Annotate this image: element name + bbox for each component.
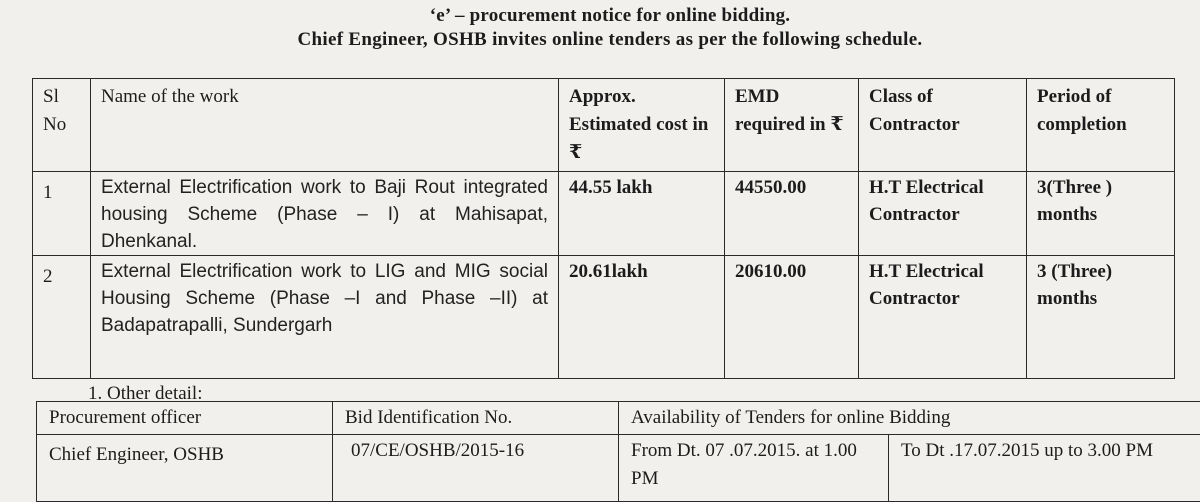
row-emd: 20610.00	[725, 256, 859, 379]
other-detail-header-row	[37, 402, 1200, 435]
availability-from: From Dt. 07 .07.2015. at 1.00 PM	[619, 435, 889, 502]
row-estimated-cost: 20.61lakh	[559, 256, 725, 379]
header-bid-identification: Bid Identification No.	[333, 402, 619, 435]
bid-identification-value: 07/CE/OSHB/2015-16	[333, 435, 619, 502]
row-class-of-contractor: H.T Electrical Contractor	[859, 172, 1027, 256]
notice-heading: ‘e’ – procurement notice for online bidding.	[0, 5, 1200, 27]
row-work-name: External Electrification work to Baji Rout integrated housing Scheme (Phase – I) at Mahisapat, Dhenkanal.	[91, 172, 559, 256]
col-header-name-of-work: Name of the work	[91, 79, 559, 172]
other-detail-label: 1. Other detail:	[88, 383, 203, 405]
row-estimated-cost: 44.55 lakh	[559, 172, 725, 256]
col-header-class-of-contractor: Class of Contractor	[859, 79, 1027, 172]
header-availability: Availability of Tenders for online Bidding	[619, 402, 1200, 435]
col-header-estimated-cost: Approx. Estimated cost in ₹	[559, 79, 725, 172]
table-row	[33, 256, 1175, 379]
notice-subheading: Chief Engineer, OSHB invites online tenders as per the following schedule.	[0, 29, 1200, 51]
row-sl-no: 1	[33, 172, 91, 256]
availability-to: To Dt .17.07.2015 up to 3.00 PM	[889, 435, 1200, 502]
row-class-of-contractor: H.T Electrical Contractor	[859, 256, 1027, 379]
other-detail-table	[36, 401, 1200, 502]
table-row	[33, 172, 1175, 256]
col-header-period: Period of completion	[1027, 79, 1175, 172]
row-emd: 44550.00	[725, 172, 859, 256]
row-sl-no: 2	[33, 256, 91, 379]
row-period: 3(Three ) months	[1027, 172, 1175, 256]
tender-schedule-table	[32, 78, 1175, 379]
procurement-officer-value: Chief Engineer, OSHB	[37, 435, 333, 502]
other-detail-row	[37, 435, 1200, 502]
table-header-row	[33, 79, 1175, 172]
row-period: 3 (Three) months	[1027, 256, 1175, 379]
header-procurement-officer: Procurement officer	[37, 402, 333, 435]
row-work-name: External Electrification work to LIG and MIG social Housing Scheme (Phase –I and Phase –II) at Badapatrapalli, Sundergarh	[91, 256, 559, 379]
col-header-emd: EMD required in ₹	[725, 79, 859, 172]
col-header-sl-no: Sl No	[33, 79, 91, 172]
